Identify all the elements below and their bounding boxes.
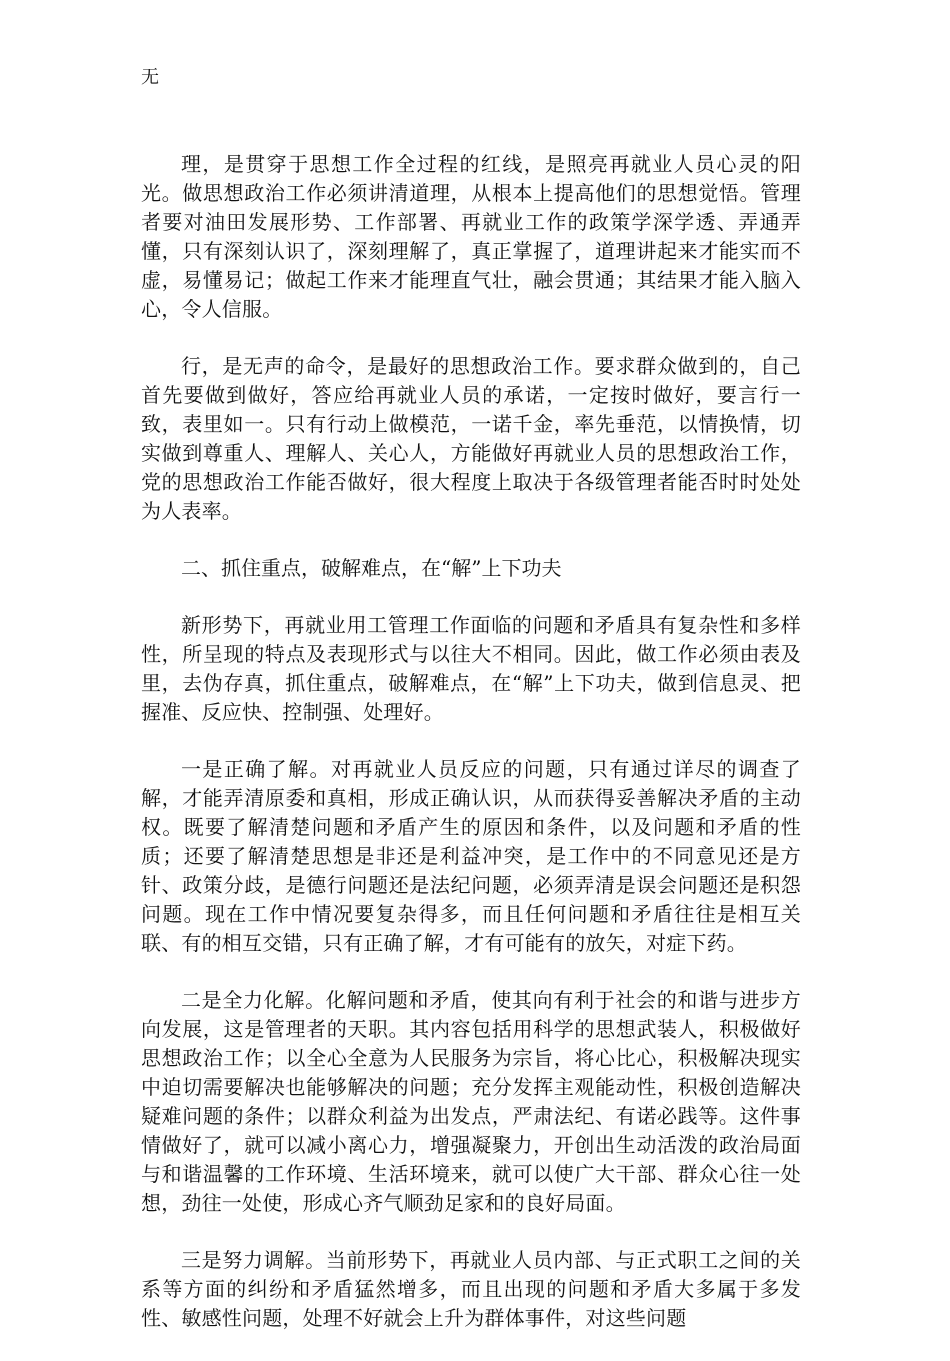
paragraph-resolve: 二是全力化解。化解问题和矛盾，使其向有利于社会的和谐与进步方向发展，这是管理者的天职。其内容包括用科学的思想武装人，积极做好思想政治工作；以全心全意为人民服务为宗旨，将心比心，积极解决现实中迫切需要解决也能够解决的问题；充分发挥主观能动性，积极创造解决疑难问题的条件；以群众利益为出发点，严肃法纪、有诺必践等。这件事情做好了，就可以减小离心力，增强凝聚力，开创出生动活泼的政治局面与和谐温馨的工作环境、生活环境来，就可以使广大干部、群众心往一处想，劲往一处使，形成心齐气顺劲足家和的良好局面。 bbox=[141, 988, 801, 1215]
paragraph-understand: 一是正确了解。对再就业人员反应的问题，只有通过详尽的调查了解，才能弄清原委和真相，形成正确认识，从而获得妥善解决矛盾的主动权。既要了解清楚问题和矛盾产生的原因和条件，以及问题和矛盾的性质；还要了解清楚思想是非还是利益冲突，是工作中的不同意见还是方针、政策分歧，是德行问题还是法纪问题，必须弄清是误会问题还是积怨问题。现在工作中情况要复杂得多，而且任何问题和矛盾往往是相互关联、有的相互交错，只有正确了解，才有可能有的放矢，对症下药。 bbox=[141, 757, 801, 955]
paragraph-new-situation: 新形势下，再就业用工管理工作面临的问题和矛盾具有复杂性和多样性，所呈现的特点及表现形式与以往大不相同。因此，做工作必须由表及里，去伪存真，抓住重点，破解难点，在“解”上下功夫，做到信息灵、把握准、反应快、控制强、处理好。 bbox=[141, 613, 801, 724]
paragraph-action: 行，是无声的命令，是最好的思想政治工作。要求群众做到的，自己首先要做到做好，答应给再就业人员的承诺，一定按时做好，要言行一致，表里如一。只有行动上做模范，一诺千金，率先垂范，以情换情，切实做到尊重人、理解人、关心人，方能做好再就业人员的思想政治工作，党的思想政治工作能否做好，很大程度上取决于各级管理者能否时时处处为人表率。 bbox=[141, 354, 801, 523]
page-header: 无 bbox=[141, 67, 159, 88]
document-body bbox=[141, 150, 801, 1361]
paragraph-mediate: 三是努力调解。当前形势下，再就业人员内部、与正式职工之间的关系等方面的纠纷和矛盾猛然增多，而且出现的问题和矛盾大多属于多发性、敏感性问题，处理不好就会上升为群体事件，对这些问题 bbox=[141, 1248, 801, 1330]
section-heading: 二、抓住重点，破解难点，在“解”上下功夫 bbox=[181, 556, 562, 580]
paragraph-reasoning: 理，是贯穿于思想工作全过程的红线，是照亮再就业人员心灵的阳光。做思想政治工作必须讲清道理，从根本上提高他们的思想觉悟。管理者要对油田发展形势、工作部署、再就业工作的政策学深学透、弄通弄懂，只有深刻认识了，深刻理解了，真正掌握了，道理讲起来才能实而不虚，易懂易记；做起工作来才能理直气壮，融会贯通；其结果才能入脑入心，令人信服。 bbox=[141, 152, 801, 321]
